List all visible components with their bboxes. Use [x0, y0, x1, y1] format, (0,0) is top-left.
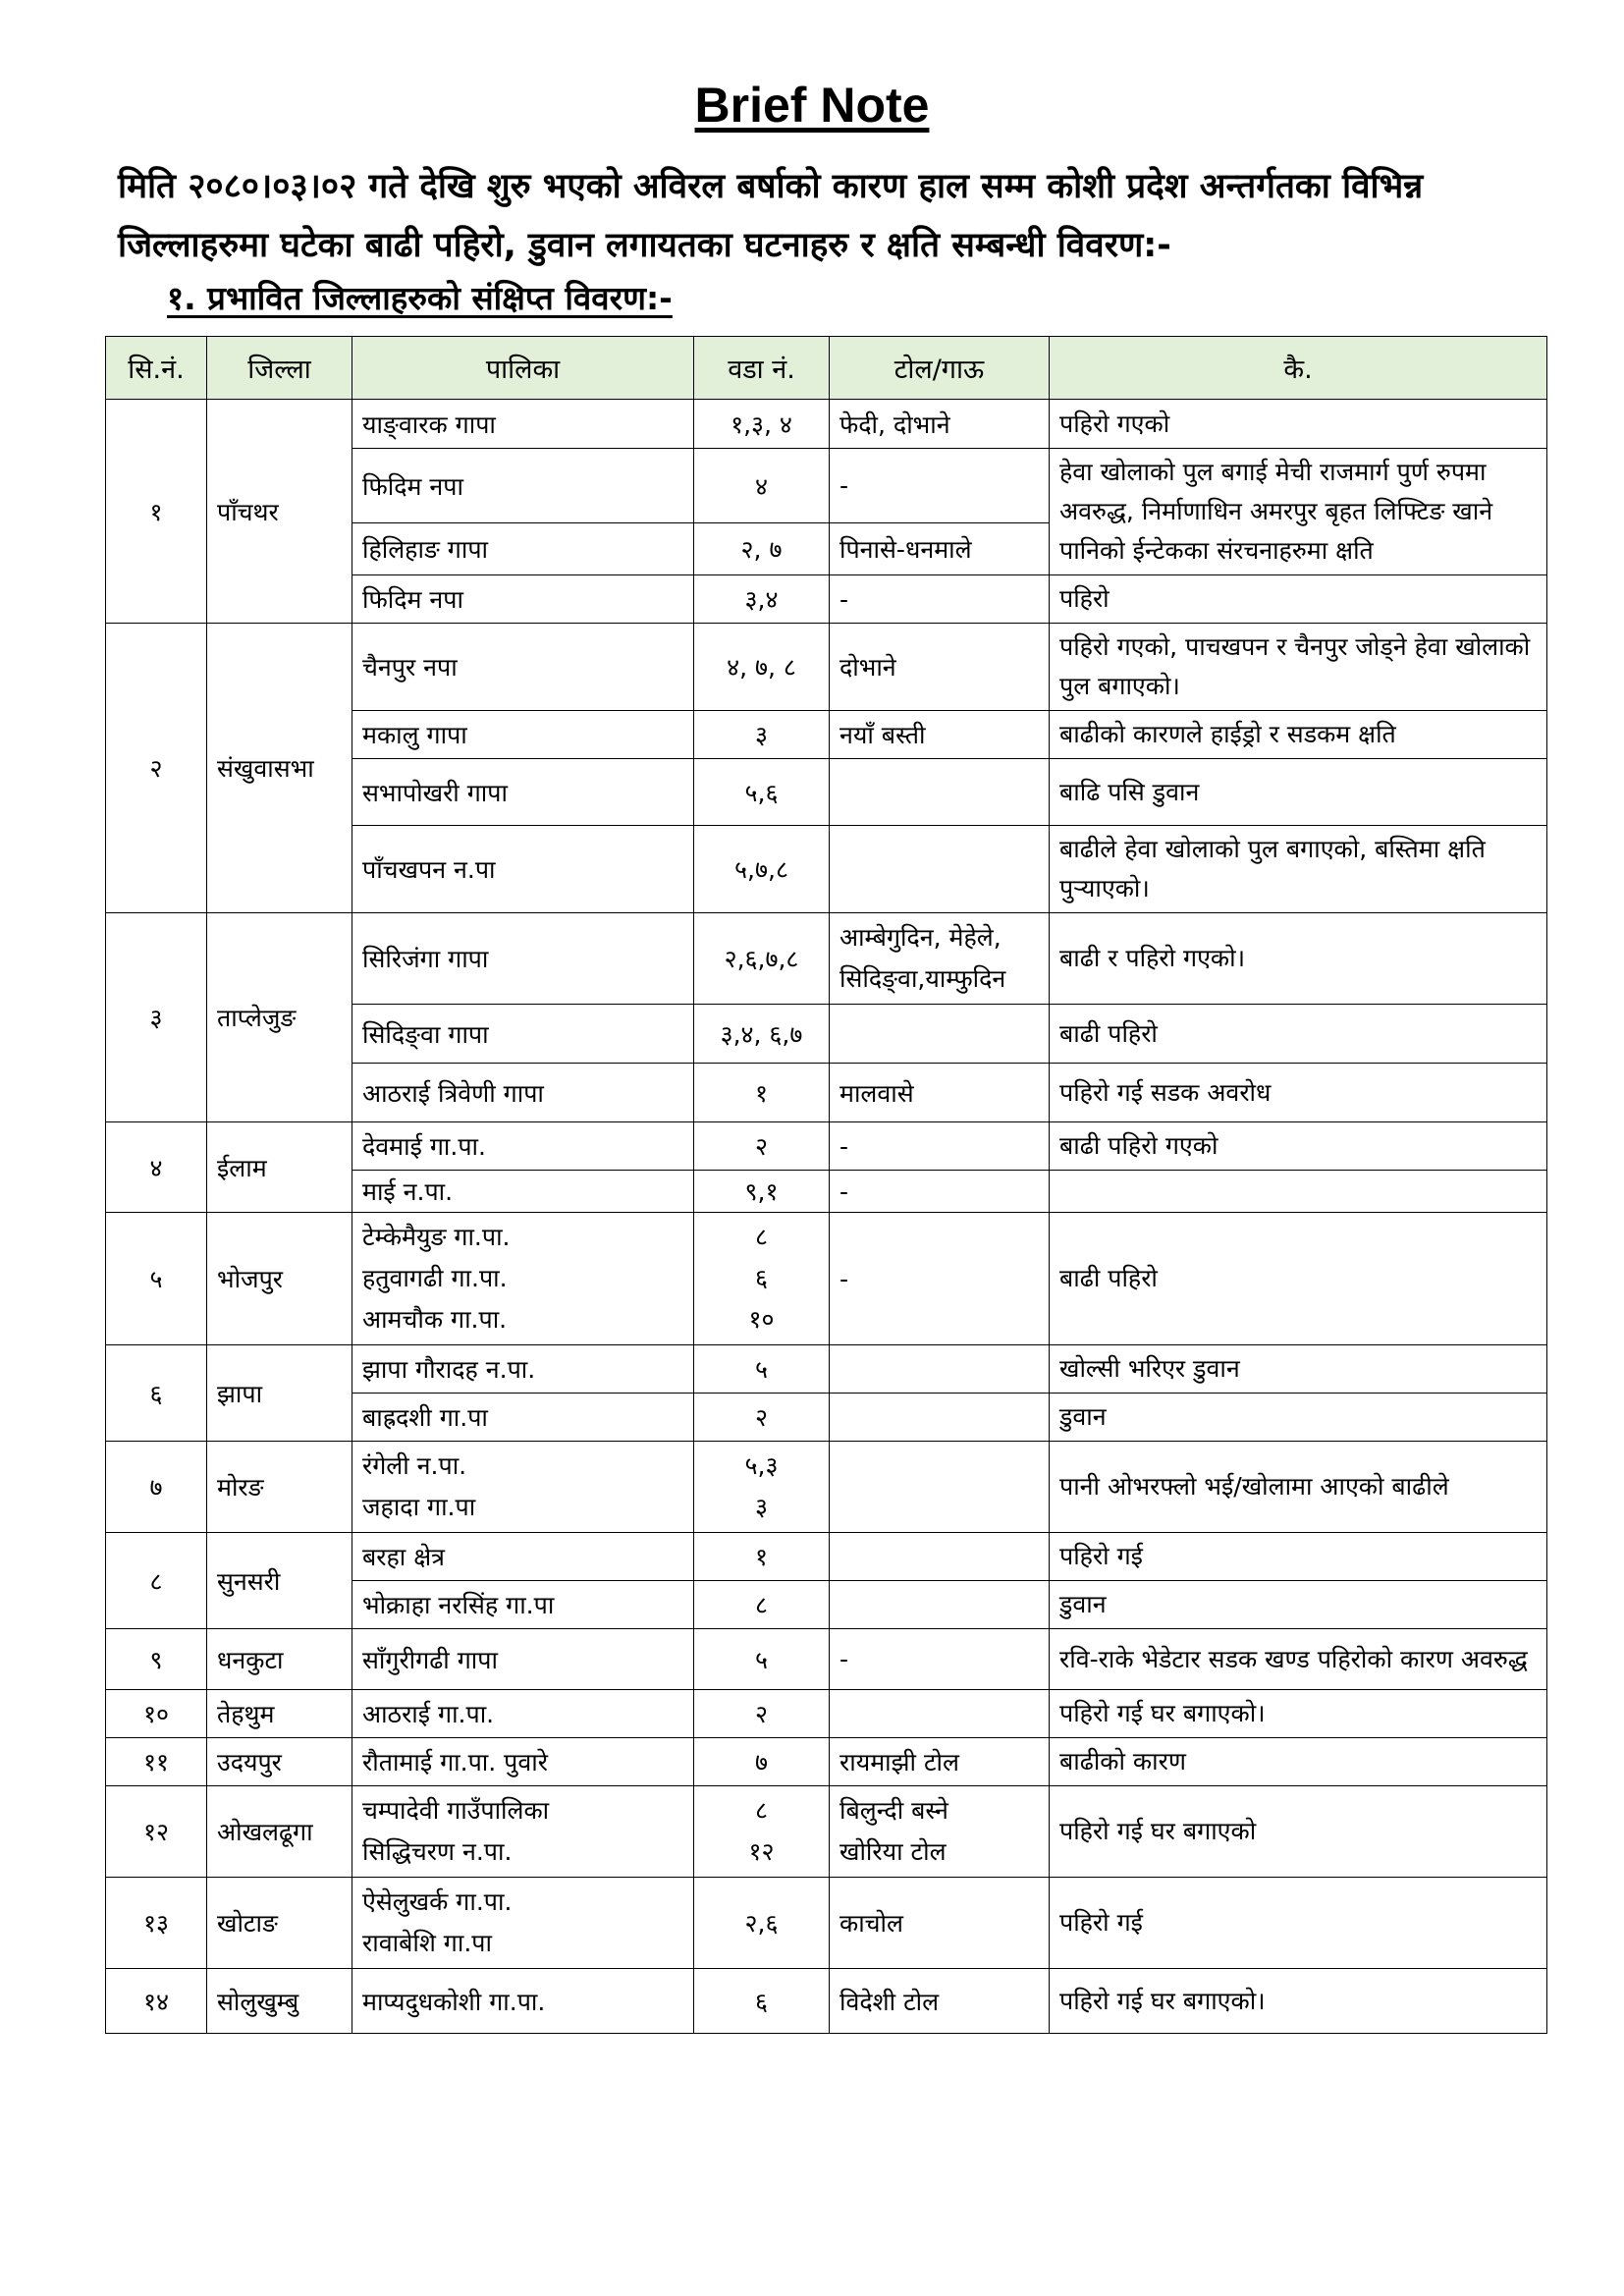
serial-number-cell: ८ — [106, 1533, 207, 1629]
tol-cell — [830, 711, 1050, 759]
ward-cell-line: ५ — [754, 1645, 768, 1674]
ward-cell — [694, 1969, 830, 2034]
ward-cell — [694, 1171, 830, 1213]
remark-cell: पहिरो गई सडक अवरोध — [1050, 1064, 1547, 1122]
ward-cell-line: ४ — [754, 471, 768, 501]
palika-cell — [352, 1394, 694, 1442]
district-cell: तेहथुम — [207, 1690, 352, 1738]
table-row — [106, 1533, 1547, 1581]
district-cell: ताप्लेजुङ — [207, 913, 352, 1122]
tol-cell — [830, 1005, 1050, 1064]
tol-cell — [830, 1786, 1050, 1878]
palika-cell-line: देवमाई गा.पा. — [362, 1132, 486, 1161]
ward-cell — [694, 1442, 830, 1533]
serial-number-cell: २ — [106, 624, 207, 913]
palika-cell — [352, 711, 694, 759]
ward-cell — [694, 759, 830, 826]
ward-cell-line: ३,४, ६,७ — [720, 1019, 803, 1049]
ward-cell — [694, 711, 830, 759]
table-row — [106, 400, 1547, 449]
remark-cell: डुवान — [1050, 1581, 1547, 1629]
palika-cell-line: चम्पादेवी गाउँपालिका — [362, 1796, 550, 1825]
tol-cell — [830, 1064, 1050, 1122]
ward-cell — [694, 1878, 830, 1969]
palika-cell-line: भोक्राहा नरसिंह गा.पा — [362, 1591, 555, 1619]
tol-cell — [830, 1442, 1050, 1533]
palika-cell — [352, 1005, 694, 1064]
palika-cell-line: झापा गौरादह न.पा. — [362, 1355, 536, 1384]
ward-cell — [694, 1690, 830, 1738]
tol-cell — [830, 449, 1050, 523]
ward-cell-line: ६ — [754, 1264, 768, 1292]
tol-cell-line: - — [839, 471, 849, 501]
tol-cell-line: खोरिया टोल — [839, 1837, 947, 1866]
ward-cell — [694, 1213, 830, 1345]
ward-cell — [694, 1738, 830, 1786]
remark-cell: बाढी र पहिरो गएको। — [1050, 913, 1547, 1005]
ward-cell-line: ३ — [754, 1493, 768, 1521]
palika-cell-line: चैनपुर नपा — [362, 653, 458, 682]
palika-cell — [352, 1581, 694, 1629]
palika-cell-line: माई न.पा. — [362, 1177, 454, 1206]
serial-number-cell: १० — [106, 1690, 207, 1738]
ward-cell-line: २ — [754, 1403, 768, 1432]
table-header-row — [106, 337, 1547, 400]
palika-cell — [352, 1122, 694, 1171]
palika-cell-line: आठराई गा.पा. — [362, 1700, 495, 1728]
palika-cell-line: रंगेली न.पा. — [362, 1451, 467, 1480]
tol-cell — [830, 759, 1050, 826]
tol-cell — [830, 1345, 1050, 1394]
tol-cell-line: दोभाने — [839, 653, 896, 682]
serial-number-cell: ११ — [106, 1738, 207, 1786]
tol-cell — [830, 1394, 1050, 1442]
palika-cell-line: सिदिङ्वा गापा — [362, 1019, 489, 1049]
table-row — [106, 1738, 1547, 1786]
ward-cell-line: १ — [754, 1543, 768, 1571]
ward-cell-line: ९,१ — [744, 1177, 779, 1206]
table-row — [106, 624, 1547, 711]
header-palika: पालिका — [352, 337, 694, 400]
palika-cell-line: मकालु गापा — [362, 721, 467, 749]
tol-cell — [830, 400, 1050, 449]
table-row — [106, 1122, 1547, 1171]
ward-cell-line: २, ७ — [740, 535, 783, 565]
palika-cell-line: हतुवागढी गा.पा. — [362, 1264, 508, 1292]
palika-cell — [352, 523, 694, 575]
ward-cell-line: २ — [754, 1132, 768, 1161]
tol-cell — [830, 575, 1050, 624]
remark-cell: पहिरो गएको, पाचखपन र चैनपुर जोड्ने हेवा खोलाको पुल बगाएको। — [1050, 624, 1547, 711]
tol-cell-line: पिनासे-धनमाले — [839, 535, 972, 565]
serial-number-cell: १४ — [106, 1969, 207, 2034]
district-cell: संखुवासभा — [207, 624, 352, 913]
header-remark: कै. — [1050, 337, 1547, 400]
ward-cell — [694, 826, 830, 913]
remark-cell: बाढीले हेवा खोलाको पुल बगाएको, बस्तिमा क्षति पुऱ्याएको। — [1050, 826, 1547, 913]
remark-cell: रवि-राके भेडेटार सडक खण्ड पहिरोको कारण अवरुद्ध — [1050, 1629, 1547, 1690]
serial-number-cell: ४ — [106, 1122, 207, 1213]
tol-cell-line: - — [839, 1264, 849, 1293]
ward-cell-line: ८ — [754, 1796, 768, 1825]
ward-cell-line: १२ — [748, 1837, 775, 1866]
palika-cell-line: रावाबेशि गा.पा — [362, 1929, 492, 1957]
palika-cell — [352, 400, 694, 449]
palika-cell — [352, 624, 694, 711]
ward-cell — [694, 449, 830, 523]
palika-cell — [352, 1878, 694, 1969]
ward-cell-line: ५,६ — [744, 778, 779, 807]
palika-cell-line: रौतामाई गा.पा. पुवारे — [362, 1748, 548, 1777]
palika-cell — [352, 1629, 694, 1690]
tol-cell — [830, 624, 1050, 711]
header-district: जिल्ला — [207, 337, 352, 400]
palika-cell-line: फिदिम नपा — [362, 585, 463, 614]
ward-cell-line: ३,४ — [744, 585, 779, 614]
palika-cell-line: साँगुरीगढी गापा — [362, 1645, 498, 1674]
tol-cell-line: - — [839, 1131, 849, 1161]
remark-cell-merged: हेवा खोलाको पुल बगाई मेची राजमार्ग पुर्ण रुपमा अवरुद्ध, निर्माणाधिन अमरपुर बृहत लिफ्टिङ खाने पानिको ईन्टेकका संरचनाहरुमा क्षति — [1050, 449, 1547, 575]
ward-cell-line: ६ — [754, 1987, 768, 2016]
table-row — [106, 1690, 1547, 1738]
table-row — [106, 1213, 1547, 1345]
serial-number-cell: ७ — [106, 1442, 207, 1533]
ward-cell-line: ४, ७, ८ — [727, 653, 796, 682]
remark-cell: बाढीको कारणले हाईड्रो र सडकम क्षति — [1050, 711, 1547, 759]
remark-cell: पानी ओभरफ्लो भई/खोलामा आएको बाढीले — [1050, 1442, 1547, 1533]
palika-cell-line: पाँचखपन न.पा — [362, 855, 496, 884]
serial-number-cell: ९ — [106, 1629, 207, 1690]
remark-cell — [1050, 1171, 1547, 1213]
page-title: Brief Note — [694, 78, 930, 133]
header-ward: वडा नं. — [694, 337, 830, 400]
palika-cell — [352, 759, 694, 826]
serial-number-cell: १२ — [106, 1786, 207, 1878]
table-row — [106, 1786, 1547, 1878]
remark-cell: बाढी पहिरो गएको — [1050, 1122, 1547, 1171]
tol-cell-line: सिदिङ्वा,याम्फुदिन — [839, 964, 1006, 993]
tol-cell-line: आम्बेगुदिन, मेहेले, — [839, 923, 1001, 952]
tol-cell-line: मालवासे — [839, 1078, 914, 1108]
tol-cell — [830, 826, 1050, 913]
ward-cell — [694, 1533, 830, 1581]
table-row — [106, 1969, 1547, 2034]
palika-cell — [352, 913, 694, 1005]
district-cell: ओखलढूगा — [207, 1786, 352, 1878]
table-row — [106, 1629, 1547, 1690]
ward-cell-line: १० — [748, 1305, 775, 1334]
palika-cell — [352, 575, 694, 624]
tol-cell — [830, 1629, 1050, 1690]
district-cell: धनकुटा — [207, 1629, 352, 1690]
tol-cell-line: काचोल — [839, 1909, 903, 1938]
remark-cell: पहिरो गई — [1050, 1878, 1547, 1969]
ward-cell-line: १ — [754, 1078, 768, 1108]
ward-cell — [694, 1005, 830, 1064]
district-cell: ईलाम — [207, 1122, 352, 1213]
tol-cell-line: बिलुन्दी बस्ने — [839, 1796, 948, 1825]
tol-cell-line: रायमाझी टोल — [839, 1748, 959, 1777]
ward-cell — [694, 1581, 830, 1629]
district-cell: खोटाङ — [207, 1878, 352, 1969]
serial-number-cell: १ — [106, 400, 207, 624]
ward-cell-line: ३ — [754, 721, 768, 749]
tol-cell — [830, 1122, 1050, 1171]
palika-cell-line: याङ्वारक गापा — [362, 410, 496, 439]
serial-number-cell: ६ — [106, 1345, 207, 1442]
palika-cell-line: फिदिम नपा — [362, 471, 463, 501]
district-cell: सुनसरी — [207, 1533, 352, 1629]
tol-cell-line: नयाँ बस्ती — [839, 721, 926, 749]
intro-paragraph: मिति २०८०।०३।०२ गते देखि शुरु भएको अविरल बर्षाको कारण हाल सम्म कोशी प्रदेश अन्तर्गतका विभिन्न जिल्लाहरुमा घटेका बाढी पहिरो, डुवान लगायतका घटनाहरु र क्षति सम्बन्धी विवरण:- — [118, 167, 1424, 265]
serial-number-cell: ५ — [106, 1213, 207, 1345]
table-row — [106, 1345, 1547, 1394]
remark-cell: पहिरो गई घर बगाएको। — [1050, 1969, 1547, 2034]
header-tol: टोल/गाऊ — [830, 337, 1050, 400]
ward-cell-line: ८ — [754, 1591, 768, 1619]
palika-cell-line: माप्यदुधकोशी गा.पा. — [362, 1987, 546, 2016]
palika-cell — [352, 449, 694, 523]
palika-cell-line: बरहा क्षेत्र — [362, 1543, 445, 1571]
palika-cell — [352, 1690, 694, 1738]
ward-cell — [694, 1064, 830, 1122]
palika-cell — [352, 1442, 694, 1533]
ward-cell — [694, 1122, 830, 1171]
ward-cell — [694, 913, 830, 1005]
ward-cell-line: ७ — [754, 1748, 768, 1777]
affected-districts-table — [105, 336, 1547, 2034]
tol-cell — [830, 1878, 1050, 1969]
palika-cell-line: ऐसेलुखर्क गा.पा. — [362, 1887, 513, 1916]
ward-cell-line: ५,३ — [744, 1451, 779, 1480]
serial-number-cell: ३ — [106, 913, 207, 1122]
header-sn: सि.नं. — [106, 337, 207, 400]
ward-cell — [694, 523, 830, 575]
serial-number-cell: १३ — [106, 1878, 207, 1969]
ward-cell — [694, 400, 830, 449]
tol-cell-line: - — [839, 1645, 849, 1673]
palika-cell — [352, 1786, 694, 1878]
district-cell: उदयपुर — [207, 1738, 352, 1786]
ward-cell-line: ५,७,८ — [734, 855, 788, 884]
palika-cell-line: सिद्धिचरण न.पा. — [362, 1837, 513, 1866]
palika-cell-line: हिलिहाङ गापा — [362, 535, 489, 565]
palika-cell — [352, 1345, 694, 1394]
ward-cell — [694, 1345, 830, 1394]
tol-cell — [830, 1969, 1050, 2034]
ward-cell — [694, 1629, 830, 1690]
ward-cell-line: २ — [754, 1700, 768, 1728]
table-row — [106, 1442, 1547, 1533]
tol-cell — [830, 1690, 1050, 1738]
tol-cell — [830, 523, 1050, 575]
palika-cell — [352, 1064, 694, 1122]
tol-cell — [830, 1213, 1050, 1345]
remark-cell: बाढि पसि डुवान — [1050, 759, 1547, 826]
tol-cell — [830, 1738, 1050, 1786]
tol-cell — [830, 1171, 1050, 1213]
ward-cell-line: ५ — [754, 1355, 768, 1384]
palika-cell — [352, 1171, 694, 1213]
remark-cell: पहिरो गई घर बगाएको। — [1050, 1690, 1547, 1738]
palika-cell-line: सिरिजंगा गापा — [362, 945, 489, 973]
ward-cell — [694, 1394, 830, 1442]
palika-cell-line: आठराई त्रिवेणी गापा — [362, 1078, 544, 1108]
tol-cell-line: - — [839, 1176, 849, 1206]
section-heading: १. प्रभावित जिल्लाहरुको संक्षिप्त विवरण:- — [167, 279, 673, 317]
district-cell: भोजपुर — [207, 1213, 352, 1345]
ward-cell-line: ८ — [754, 1223, 768, 1251]
remark-cell: बाढी पहिरो — [1050, 1213, 1547, 1345]
remark-cell: बाढी पहिरो — [1050, 1005, 1547, 1064]
palika-cell-line: बाह्रदशी गा.पा — [362, 1403, 488, 1432]
remark-cell: बाढीको कारण — [1050, 1738, 1547, 1786]
remark-cell: पहिरो गई — [1050, 1533, 1547, 1581]
palika-cell-line: सभापोखरी गापा — [362, 778, 508, 807]
palika-cell — [352, 1738, 694, 1786]
tol-cell-line: - — [839, 584, 849, 614]
tol-cell — [830, 1533, 1050, 1581]
remark-cell: पहिरो — [1050, 575, 1547, 624]
palika-cell-line: टेम्केमैयुङ गा.पा. — [362, 1223, 511, 1251]
palika-cell — [352, 1533, 694, 1581]
ward-cell-line: २,६,७,८ — [724, 945, 799, 973]
palika-cell-line: आमचौक गा.पा. — [362, 1305, 508, 1334]
ward-cell — [694, 1786, 830, 1878]
district-cell: सोलुखुम्बु — [207, 1969, 352, 2034]
tol-cell-line: फेदी, दोभाने — [839, 410, 950, 439]
palika-cell-line: जहादा गा.पा — [362, 1493, 476, 1521]
remark-cell: पहिरो गएको — [1050, 400, 1547, 449]
remark-cell: पहिरो गई घर बगाएको — [1050, 1786, 1547, 1878]
remark-cell: खोल्सी भरिएर डुवान — [1050, 1345, 1547, 1394]
palika-cell — [352, 1213, 694, 1345]
tol-cell — [830, 913, 1050, 1005]
district-cell: झापा — [207, 1345, 352, 1442]
district-cell: पाँचथर — [207, 400, 352, 624]
tol-cell — [830, 1581, 1050, 1629]
palika-cell — [352, 826, 694, 913]
tol-cell-line: विदेशी टोल — [839, 1987, 940, 2016]
remark-cell: डुवान — [1050, 1394, 1547, 1442]
table-row — [106, 913, 1547, 1005]
table-row — [106, 1878, 1547, 1969]
ward-cell — [694, 575, 830, 624]
ward-cell-line: २,६ — [744, 1909, 779, 1938]
palika-cell — [352, 1969, 694, 2034]
district-cell: मोरङ — [207, 1442, 352, 1533]
ward-cell — [694, 624, 830, 711]
ward-cell-line: १,३, ४ — [731, 410, 792, 439]
